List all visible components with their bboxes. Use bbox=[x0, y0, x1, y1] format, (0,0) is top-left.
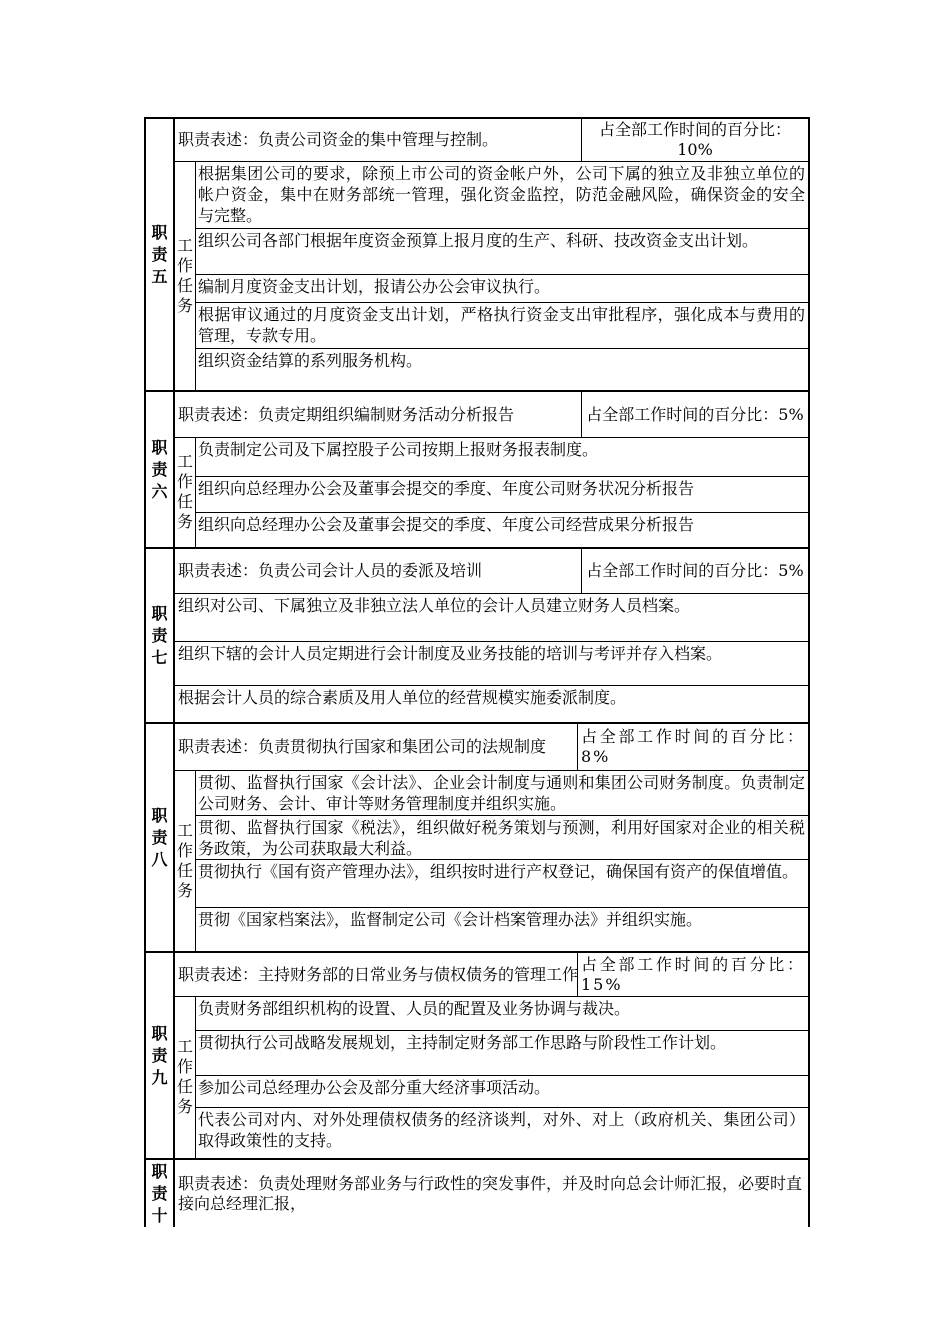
task-item: 负责制定公司及下属控股子公司按期上报财务报表制度。 bbox=[198, 440, 599, 459]
task-item: 根据会计人员的综合素质及用人单位的经营规模实施委派制度。 bbox=[175, 685, 808, 722]
task-label-cell bbox=[175, 770, 196, 951]
duty-description: 职责表述：负责处理财务部业务与行政性的突发事件，并及时向总会计师汇报，必要时直接向总经理汇报， bbox=[178, 1173, 803, 1213]
duty-label-cell bbox=[146, 392, 175, 547]
duty-description-row bbox=[175, 953, 808, 997]
task-item: 负责财务部组织机构的设置、人员的配置及业务协调与裁决。 bbox=[198, 999, 631, 1018]
time-percentage: 占全部工作时间的百分比：5% bbox=[581, 549, 808, 593]
task-item: 根据审议通过的月度资金支出计划，严格执行资金支出审批程序，强化成本与费用的管理，专款专用。 bbox=[195, 302, 808, 348]
duty-block bbox=[146, 117, 808, 390]
duty-description: 职责表述：负责贯彻执行国家和集团公司的法规制度 bbox=[178, 737, 547, 756]
duty-description: 职责表述：主持财务部的日常业务与债权债务的管理工作 bbox=[178, 964, 579, 984]
task-item: 参加公司总经理办公会及部分重大经济事项活动。 bbox=[195, 1075, 808, 1107]
task-item: 贯彻执行公司战略发展规划，主持制定财务部工作思路与阶段性工作计划。 bbox=[195, 1030, 808, 1075]
task-label: 工作任务 bbox=[176, 1037, 193, 1116]
task-item: 组织公司各部门根据年度资金预算上报月度的生产、科研、技改资金支出计划。 bbox=[195, 228, 808, 274]
duty-label-cell bbox=[146, 549, 175, 722]
duty-label: 职责七 bbox=[151, 603, 168, 667]
task-item: 贯彻执行《国有资产管理办法》，组织按时进行产权登记，确保国有资产的保值增值。 bbox=[195, 859, 808, 907]
duty-label-cell bbox=[146, 724, 175, 951]
duty-description-row bbox=[175, 1160, 808, 1227]
time-percentage: 占全部工作时间的百分比：5% bbox=[581, 392, 808, 437]
task-item: 组织向总经理办公会及董事会提交的季度、年度公司财务状况分析报告 bbox=[195, 476, 808, 512]
duty-block bbox=[146, 1158, 808, 1227]
duty-label-cell bbox=[146, 119, 175, 390]
task-item: 根据集团公司的要求，除预上市公司的资金帐户外，公司下属的独立及非独立单位的帐户资金，集中在财务部统一管理，强化资金监控，防范金融风险，确保资金的安全与完整。 bbox=[198, 164, 805, 225]
time-percentage: 占全部工作时间的百分比：8% bbox=[577, 724, 808, 770]
task-label-cell bbox=[175, 437, 196, 547]
task-item: 贯彻、监督执行国家《税法》，组织做好税务策划与预测，利用好国家对企业的相关税务政策，为公司获取最大利益。 bbox=[195, 815, 808, 859]
time-percentage: 占全部工作时间的百分比：10% bbox=[581, 119, 808, 161]
duty-description: 职责表述：负责定期组织编制财务活动分析报告 bbox=[178, 404, 515, 424]
duty-description-row bbox=[175, 724, 808, 771]
duty-label-cell bbox=[146, 1160, 175, 1227]
duty-description-row bbox=[175, 549, 808, 594]
task-item: 组织资金结算的系列服务机构。 bbox=[195, 348, 808, 387]
duty-label: 职责六 bbox=[151, 437, 168, 501]
duty-description-row bbox=[175, 119, 808, 162]
duty-description: 职责表述：负责公司资金的集中管理与控制。 bbox=[178, 130, 499, 149]
duties-table bbox=[144, 117, 810, 1227]
duty-description: 职责表述：负责公司会计人员的委派及培训 bbox=[178, 561, 483, 580]
task-item: 贯彻《国家档案法》，监督制定公司《会计档案管理办法》并组织实施。 bbox=[195, 907, 808, 950]
task-item: 代表公司对内、对外处理债权债务的经济谈判，对外、对上（政府机关、集团公司）取得政策性的支持。 bbox=[195, 1107, 808, 1157]
task-item: 组织下辖的会计人员定期进行会计制度及业务技能的培训与考评并存入档案。 bbox=[175, 641, 808, 685]
task-label-cell bbox=[175, 996, 196, 1158]
task-item: 组织向总经理办公会及董事会提交的季度、年度公司经营成果分析报告 bbox=[195, 512, 808, 548]
task-item: 组织对公司、下属独立及非独立法人单位的会计人员建立财务人员档案。 bbox=[178, 596, 691, 615]
task-label-cell bbox=[175, 161, 196, 390]
duty-label: 职责十 bbox=[151, 1161, 168, 1225]
duty-block bbox=[146, 547, 808, 722]
duty-label: 职责八 bbox=[151, 805, 168, 869]
duty-block bbox=[146, 390, 808, 547]
task-label: 工作任务 bbox=[176, 235, 193, 315]
duty-label: 职责九 bbox=[151, 1023, 168, 1087]
task-label: 工作任务 bbox=[176, 820, 193, 900]
task-item: 编制月度资金支出计划，报请公办公会审议执行。 bbox=[195, 274, 808, 302]
duty-description-row bbox=[175, 392, 808, 438]
task-item: 贯彻、监督执行国家《会计法》、企业会计制度与通则和集团公司财务制度。负责制定公司财务、会计、审计等财务管理制度并组织实施。 bbox=[198, 773, 805, 813]
duty-block bbox=[146, 722, 808, 951]
time-percentage: 占全部工作时间的百分比：15% bbox=[577, 953, 808, 996]
duty-block bbox=[146, 951, 808, 1158]
duty-label-cell bbox=[146, 953, 175, 1158]
task-label: 工作任务 bbox=[176, 452, 193, 531]
duty-label: 职责五 bbox=[151, 222, 168, 286]
